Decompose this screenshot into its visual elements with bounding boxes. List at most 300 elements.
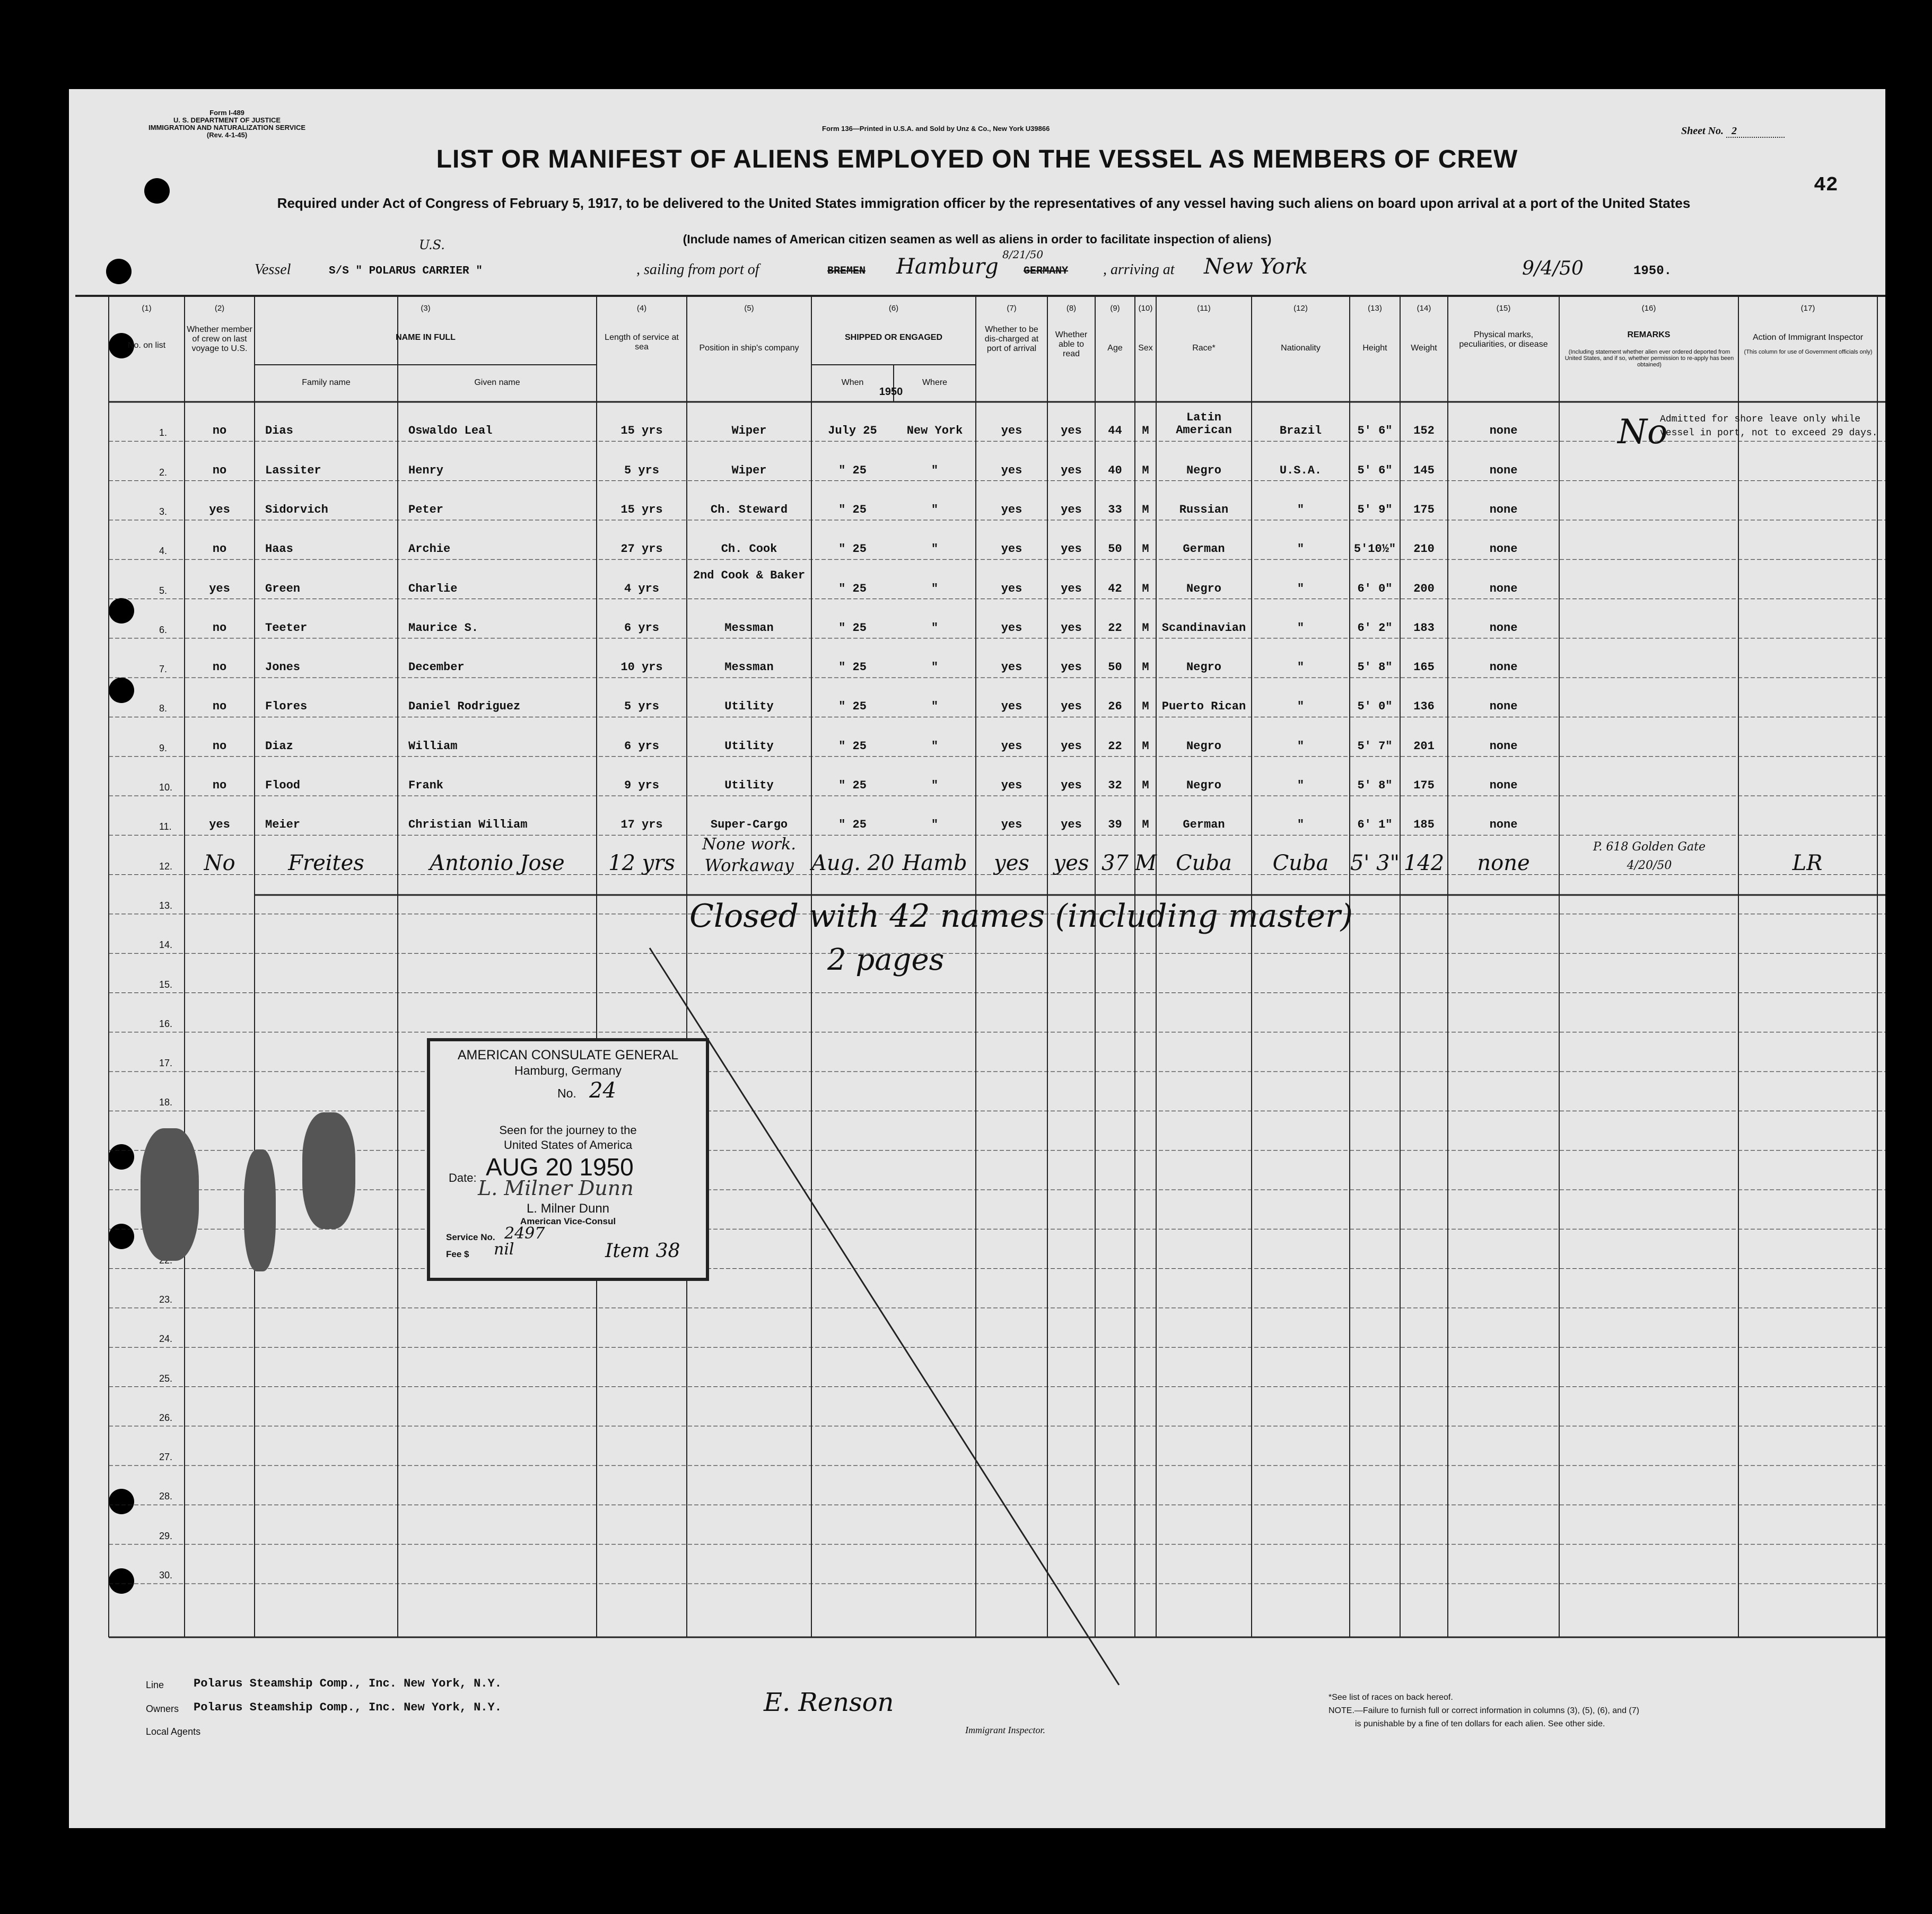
row-number: 12.: [159, 861, 173, 872]
sailing-country: GERMANY: [1024, 265, 1069, 277]
cell-family: Lassiter: [265, 463, 321, 477]
cell-position: Messman: [724, 621, 774, 635]
hand-cell-marks: none: [1477, 850, 1530, 875]
row-number: 15.: [159, 979, 173, 990]
row-number: 14.: [159, 940, 173, 951]
column-number: (2): [214, 304, 225, 313]
row-number: 23.: [159, 1294, 173, 1305]
row-number: 26.: [159, 1412, 173, 1423]
sheet-value: 2: [1726, 125, 1785, 138]
cell-sex: M: [1142, 621, 1149, 635]
column-number: (8): [1066, 304, 1077, 313]
cell-height: 6' 0": [1357, 582, 1393, 595]
cell-marks: none: [1489, 503, 1518, 516]
cell-disch: yes: [1001, 779, 1022, 792]
sailing-struck: BREMEN: [827, 265, 866, 277]
cell-read: yes: [1061, 621, 1082, 635]
document-title: LIST OR MANIFEST OF ALIENS EMPLOYED ON THE VESSEL AS MEMBERS OF CREW: [436, 145, 1518, 173]
cell-disch: yes: [1001, 582, 1022, 595]
cell-crew: no: [212, 661, 227, 674]
hand-cell-sex: M: [1135, 850, 1157, 875]
column-number: (3): [421, 304, 431, 313]
cell-marks: none: [1489, 661, 1518, 674]
hand-cell-given: Antonio Jose: [430, 850, 565, 875]
printer-line: Form 136—Printed in U.S.A. and Sold by Unz & Co., New York U39866: [822, 125, 1050, 133]
owners-value: Polarus Steamship Comp., Inc. New York, N.Y.: [194, 1701, 502, 1714]
cell-service: 4 yrs: [624, 582, 659, 595]
cell-marks: none: [1489, 424, 1518, 438]
cell-race: Latin American: [1176, 411, 1232, 437]
cell-service: 10 yrs: [620, 661, 663, 674]
cell-race: Negro: [1186, 739, 1221, 753]
cell-position: Ch. Cook: [721, 542, 777, 556]
cell-height: 6' 2": [1357, 621, 1393, 635]
stamp-seen: Seen for the journey to the: [499, 1123, 637, 1137]
embossed-seal: [141, 1128, 199, 1261]
cell-nat: ": [1297, 739, 1305, 753]
cell-height: 5' 7": [1357, 739, 1393, 753]
column-header: Age: [1107, 344, 1123, 353]
remarks-row1-typed: Admitted for shore leave only while vessel in port, not to exceed 29 days.: [1660, 414, 1878, 438]
cell-marks: none: [1489, 779, 1518, 792]
stamp-city: Hamburg, Germany: [514, 1064, 622, 1077]
cell-family: Dias: [265, 424, 293, 438]
stamp-date-label: Date:: [449, 1171, 477, 1184]
cell-family: Diaz: [265, 739, 293, 753]
line-value: Polarus Steamship Comp., Inc. New York, N.Y.: [194, 1677, 502, 1690]
cell-given: Peter: [408, 503, 444, 516]
hand-cell-family: Freites: [288, 850, 364, 875]
cell-service: 27 yrs: [620, 542, 663, 556]
vessel-value: S/S " POLARUS CARRIER ": [329, 265, 483, 277]
remarks-row1-hand: No: [1618, 412, 1668, 452]
cell-read: yes: [1061, 503, 1082, 516]
column-number: (12): [1293, 304, 1308, 313]
row-number: 1.: [159, 427, 168, 438]
cell-service: 6 yrs: [624, 739, 659, 753]
cell-disch: yes: [1001, 700, 1022, 714]
sheet-label: Sheet No.: [1681, 125, 1724, 137]
cell-when: " 25: [838, 779, 867, 792]
stamp-no-value: 24: [589, 1078, 616, 1103]
hand-cell-remarks: P. 618 Golden Gate: [1593, 840, 1706, 854]
stamp-country: United States of America: [503, 1138, 633, 1152]
consul-title: American Vice-Consul: [520, 1216, 616, 1226]
row-number: 5.: [159, 585, 168, 596]
service-no-value: 2497: [504, 1224, 545, 1243]
diagonal-strike-line: [650, 948, 1119, 1685]
column-subheader: When: [841, 378, 864, 387]
cell-weight: 183: [1413, 621, 1435, 635]
sailing-port-handwritten: Hamburg: [896, 254, 999, 279]
sailing-date: 8/21/50: [1002, 248, 1044, 261]
hand-cell-crew: No: [204, 850, 235, 875]
column-header: No. on list: [127, 341, 166, 350]
cell-age: 33: [1108, 503, 1122, 516]
document-subtitle: Required under Act of Congress of February 5, 1917, to be delivered to the United States immigration officer by the representatives of any vessel having such aliens on board upon arrival at a port of the United States: [277, 195, 1691, 211]
cell-age: 26: [1108, 700, 1122, 714]
stamp-date-value: AUG 20 1950: [486, 1153, 634, 1181]
cell-service: 6 yrs: [624, 621, 659, 635]
hand-cell-disch: yes: [994, 850, 1029, 875]
cell-when: " 25: [838, 739, 867, 753]
cell-height: 5' 6": [1357, 463, 1393, 477]
cell-age: 50: [1108, 542, 1122, 556]
cell-service: 9 yrs: [624, 779, 659, 792]
cell-position: Wiper: [731, 463, 767, 477]
cell-disch: yes: [1001, 739, 1022, 753]
stamp-no-label: No.: [557, 1086, 576, 1100]
cell-family: Green: [265, 582, 301, 595]
cell-weight: 152: [1413, 424, 1435, 438]
cell-race: Negro: [1186, 779, 1221, 792]
cell-race: Scandinavian: [1161, 621, 1246, 635]
hand-cell-position: None work.: [702, 835, 796, 854]
cell-where: ": [931, 582, 939, 595]
cell-given: Frank: [408, 779, 444, 792]
cell-race: German: [1183, 542, 1225, 556]
cell-read: yes: [1061, 463, 1082, 477]
cell-read: yes: [1061, 424, 1082, 438]
row-number: 7.: [159, 664, 168, 675]
column-number: (10): [1138, 304, 1153, 313]
sailing-label: , sailing from port of: [636, 261, 759, 278]
row-number: 24.: [159, 1333, 173, 1345]
cell-nat: ": [1297, 542, 1305, 556]
row-number: 13.: [159, 900, 173, 911]
column-subheader: Given name: [474, 378, 520, 387]
cell-age: 22: [1108, 621, 1122, 635]
cell-sex: M: [1142, 779, 1149, 792]
cell-position: Messman: [724, 661, 774, 674]
cell-crew: no: [212, 463, 227, 477]
cell-crew: yes: [209, 582, 230, 595]
cell-when: " 25: [838, 503, 867, 516]
stamp-title: AMERICAN CONSULATE GENERAL: [430, 1048, 706, 1063]
cell-height: 5'10½": [1353, 542, 1396, 556]
cell-sex: M: [1142, 739, 1149, 753]
cell-marks: none: [1489, 818, 1518, 832]
cell-when: " 25: [838, 582, 867, 595]
cell-sex: M: [1142, 542, 1149, 556]
embossed-seal: [302, 1112, 355, 1229]
cell-position: Ch. Steward: [710, 503, 788, 516]
cell-position: 2nd Cook & Baker: [693, 568, 806, 582]
row-number: 16.: [159, 1018, 173, 1029]
column-number: (16): [1641, 304, 1656, 313]
cell-age: 32: [1108, 779, 1122, 792]
cell-when: " 25: [838, 463, 867, 477]
row-number: 28.: [159, 1491, 173, 1502]
row-number: 4.: [159, 546, 168, 557]
column-header: Nationality: [1281, 344, 1321, 353]
cell-read: yes: [1061, 661, 1082, 674]
column-number: (15): [1496, 304, 1511, 313]
cell-disch: yes: [1001, 621, 1022, 635]
cell-where: ": [931, 542, 939, 556]
closing-note: Closed with 42 names (including master): [689, 898, 1353, 935]
closing-pages: 2 pages: [827, 943, 945, 977]
row-number: 18.: [159, 1097, 173, 1108]
cell-nat: ": [1297, 503, 1305, 516]
cell-height: 5' 9": [1357, 503, 1393, 516]
cell-weight: 145: [1413, 463, 1435, 477]
cell-when: " 25: [838, 661, 867, 674]
fee-label: Fee $: [446, 1249, 469, 1259]
hand-cell-height: 5' 3": [1350, 850, 1400, 875]
row-number: 30.: [159, 1570, 173, 1581]
cell-where: ": [931, 700, 939, 714]
arrival-year: 1950.: [1633, 264, 1672, 278]
cell-service: 15 yrs: [620, 503, 663, 516]
cell-family: Teeter: [265, 621, 308, 635]
cell-age: 39: [1108, 818, 1122, 832]
arriving-port: New York: [1204, 254, 1308, 279]
cell-race: Negro: [1186, 661, 1221, 674]
cell-sex: M: [1142, 700, 1149, 714]
cell-sex: M: [1142, 661, 1149, 674]
consulate-stamp: [427, 1038, 709, 1281]
column-subheader: Where: [922, 378, 948, 387]
row-number: 8.: [159, 703, 168, 714]
cell-service: 5 yrs: [624, 700, 659, 714]
column-number: (9): [1110, 304, 1120, 313]
cell-race: Negro: [1186, 582, 1221, 595]
column-header: Whether to be dis-charged at port of arrival: [984, 325, 1039, 353]
cell-position: Wiper: [731, 424, 767, 438]
cell-where: ": [931, 463, 939, 477]
cell-nat: Brazil: [1279, 424, 1322, 438]
column-header: Physical marks, peculiarities, or disease: [1459, 330, 1548, 349]
cell-nat: ": [1297, 621, 1305, 635]
cell-crew: no: [212, 700, 227, 714]
row-number: 29.: [159, 1530, 173, 1541]
column-header-note: (Including statement whether alien ever ordered deported from United States, and if so, whether permission to re-apply has been obtained): [1564, 349, 1734, 368]
arrival-date: 9/4/50: [1522, 258, 1584, 279]
cell-when: " 25: [838, 542, 867, 556]
cell-service: 15 yrs: [620, 424, 663, 438]
embossed-seal: [244, 1149, 276, 1271]
cell-crew: yes: [209, 503, 230, 516]
cell-read: yes: [1061, 818, 1082, 832]
vessel-note: U.S.: [419, 238, 445, 252]
hand-cell-service: 12 yrs: [608, 850, 675, 875]
hand-cell-race: Cuba: [1176, 850, 1232, 875]
department: U. S. DEPARTMENT OF JUSTICE: [173, 116, 281, 124]
cell-given: Christian William: [408, 818, 528, 832]
revision: (Rev. 4-1-45): [206, 131, 248, 139]
hand-cell-when: Aug. 20: [811, 850, 895, 875]
hand-cell-action: LR: [1792, 850, 1823, 875]
column-header: Weight: [1411, 344, 1437, 353]
cell-given: Charlie: [408, 582, 458, 595]
row-number: 27.: [159, 1452, 173, 1463]
cell-age: 44: [1108, 424, 1122, 438]
row-number: 10.: [159, 782, 173, 793]
cell-family: Haas: [265, 542, 293, 556]
cell-marks: none: [1489, 621, 1518, 635]
column-number: (1): [142, 304, 152, 313]
cell-weight: 175: [1413, 779, 1435, 792]
hand-cell-read: yes: [1053, 850, 1089, 875]
cell-marks: none: [1489, 463, 1518, 477]
column-header: Race*: [1192, 344, 1216, 353]
cell-where: ": [931, 661, 939, 674]
cell-height: 6' 1": [1357, 818, 1393, 832]
cell-weight: 136: [1413, 700, 1435, 714]
row-number: 25.: [159, 1373, 173, 1384]
form-id: Form I-489: [209, 109, 244, 117]
cell-disch: yes: [1001, 424, 1022, 438]
cell-where: ": [931, 818, 939, 832]
inspector-label: Immigrant Inspector.: [965, 1725, 1045, 1735]
cell-position: Utility: [724, 700, 774, 714]
cell-marks: none: [1489, 739, 1518, 753]
column-subheader: 1950: [879, 386, 903, 398]
cell-sex: M: [1142, 424, 1149, 438]
column-header: NAME IN FULL: [396, 333, 456, 342]
column-header: SHIPPED OR ENGAGED: [844, 333, 943, 342]
cell-height: 5' 0": [1357, 700, 1393, 714]
cell-height: 5' 8": [1357, 779, 1393, 792]
column-header: Whether member of crew on last voyage to U.S.: [187, 325, 252, 353]
cell-weight: 175: [1413, 503, 1435, 516]
service-no-label: Service No.: [446, 1232, 495, 1242]
cell-marks: none: [1489, 700, 1518, 714]
cell-height: 5' 8": [1357, 661, 1393, 674]
cell-crew: no: [212, 621, 227, 635]
cell-disch: yes: [1001, 542, 1022, 556]
column-number: (4): [636, 304, 647, 313]
row-number: 9.: [159, 742, 168, 753]
cell-where: ": [931, 739, 939, 753]
consul-signature: L. Milner Dunn: [478, 1177, 634, 1200]
cell-age: 22: [1108, 739, 1122, 753]
column-number: (13): [1368, 304, 1382, 313]
footnote-penalty-cont: is punishable by a fine of ten dollars for each alien. See other side.: [1355, 1719, 1605, 1728]
cell-disch: yes: [1001, 463, 1022, 477]
cell-given: Oswaldo Leal: [408, 424, 493, 438]
cell-service: 5 yrs: [624, 463, 659, 477]
cell-read: yes: [1061, 542, 1082, 556]
fee-note: Item 38: [605, 1240, 680, 1262]
cell-crew: no: [212, 424, 227, 438]
cell-family: Sidorvich: [265, 503, 328, 516]
cell-nat: U.S.A.: [1279, 463, 1322, 477]
line-label: Line: [146, 1680, 164, 1690]
cell-read: yes: [1061, 779, 1082, 792]
cell-given: Maurice S.: [408, 621, 479, 635]
cell-disch: yes: [1001, 661, 1022, 674]
column-header: Length of service at sea: [605, 333, 679, 352]
cell-given: December: [408, 661, 465, 674]
cell-race: German: [1183, 818, 1225, 832]
column-header: Action of Immigrant Inspector: [1752, 333, 1864, 342]
cell-weight: 185: [1413, 818, 1435, 832]
cell-disch: yes: [1001, 503, 1022, 516]
column-number: (14): [1417, 304, 1431, 313]
cell-race: Puerto Rican: [1161, 700, 1246, 714]
cell-family: Meier: [265, 818, 301, 832]
cell-nat: ": [1297, 661, 1305, 674]
row-number: 3.: [159, 506, 168, 517]
vessel-label: Vessel: [255, 261, 291, 278]
cell-when: " 25: [838, 700, 867, 714]
cell-given: Henry: [408, 463, 444, 477]
cell-where: New York: [906, 424, 963, 438]
cell-given: Archie: [408, 542, 451, 556]
cell-given: Daniel Rodriguez: [408, 700, 521, 714]
cell-when: July 25: [828, 424, 877, 438]
row-number: 17.: [159, 1058, 173, 1069]
cell-nat: ": [1297, 779, 1305, 792]
column-header: Whether able to read: [1055, 330, 1088, 358]
manifest-page: [69, 89, 1885, 1828]
cell-race: Negro: [1186, 463, 1221, 477]
document-subtitle-note: (Include names of American citizen seamen as well as aliens in order to facilitate inspection of aliens): [683, 232, 1272, 246]
column-number: (17): [1800, 304, 1815, 313]
local-agents-label: Local Agents: [146, 1726, 201, 1737]
cell-disch: yes: [1001, 818, 1022, 832]
column-header: Position in ship's company: [699, 344, 799, 353]
cell-age: 42: [1108, 582, 1122, 595]
column-number: (5): [744, 304, 754, 313]
row-number: 11.: [159, 821, 172, 832]
hand-cell-where: Hamb: [902, 850, 967, 875]
cell-sex: M: [1142, 463, 1149, 477]
cell-age: 40: [1108, 463, 1122, 477]
column-number: (11): [1197, 304, 1211, 313]
cell-marks: none: [1489, 582, 1518, 595]
cell-nat: ": [1297, 818, 1305, 832]
row-number: 6.: [159, 624, 168, 635]
row-number: 2.: [159, 467, 168, 478]
cell-sex: M: [1142, 503, 1149, 516]
cell-sex: M: [1142, 818, 1149, 832]
cell-height: 5' 6": [1357, 424, 1393, 438]
footnote-races: *See list of races on back hereof.: [1328, 1693, 1453, 1702]
cell-position: Super-Cargo: [710, 818, 788, 832]
cell-when: " 25: [838, 818, 867, 832]
hand-cell-age: 37: [1101, 850, 1129, 875]
cell-crew: no: [212, 542, 227, 556]
cell-service: 17 yrs: [620, 818, 663, 832]
cell-given: William: [408, 739, 458, 753]
hand-cell-weight: 142: [1403, 850, 1445, 875]
cell-family: Flood: [265, 779, 301, 792]
page-number: 42: [1814, 174, 1838, 197]
cell-where: ": [931, 621, 939, 635]
cell-where: ": [931, 503, 939, 516]
inspector-signature: E. Renson: [764, 1688, 894, 1717]
cell-nat: ": [1297, 582, 1305, 595]
column-header-note: (This column for use of Government officials only): [1744, 349, 1873, 355]
column-subheader: Family name: [302, 378, 351, 387]
hand-cell-remarks: 4/20/50: [1627, 858, 1672, 872]
fee-value: nil: [494, 1240, 514, 1259]
column-number: (7): [1007, 304, 1017, 313]
consul-name: L. Milner Dunn: [526, 1201, 610, 1216]
cell-crew: no: [212, 739, 227, 753]
cell-position: Utility: [724, 739, 774, 753]
footnote-penalty: NOTE.—Failure to furnish full or correct information in columns (3), (5), (6), and (7): [1328, 1706, 1639, 1715]
cell-read: yes: [1061, 582, 1082, 595]
column-header: REMARKS: [1627, 330, 1671, 339]
column-number: (6): [888, 304, 899, 313]
hand-cell-nat: Cuba: [1272, 850, 1329, 875]
cell-read: yes: [1061, 700, 1082, 714]
cell-position: Utility: [724, 779, 774, 792]
